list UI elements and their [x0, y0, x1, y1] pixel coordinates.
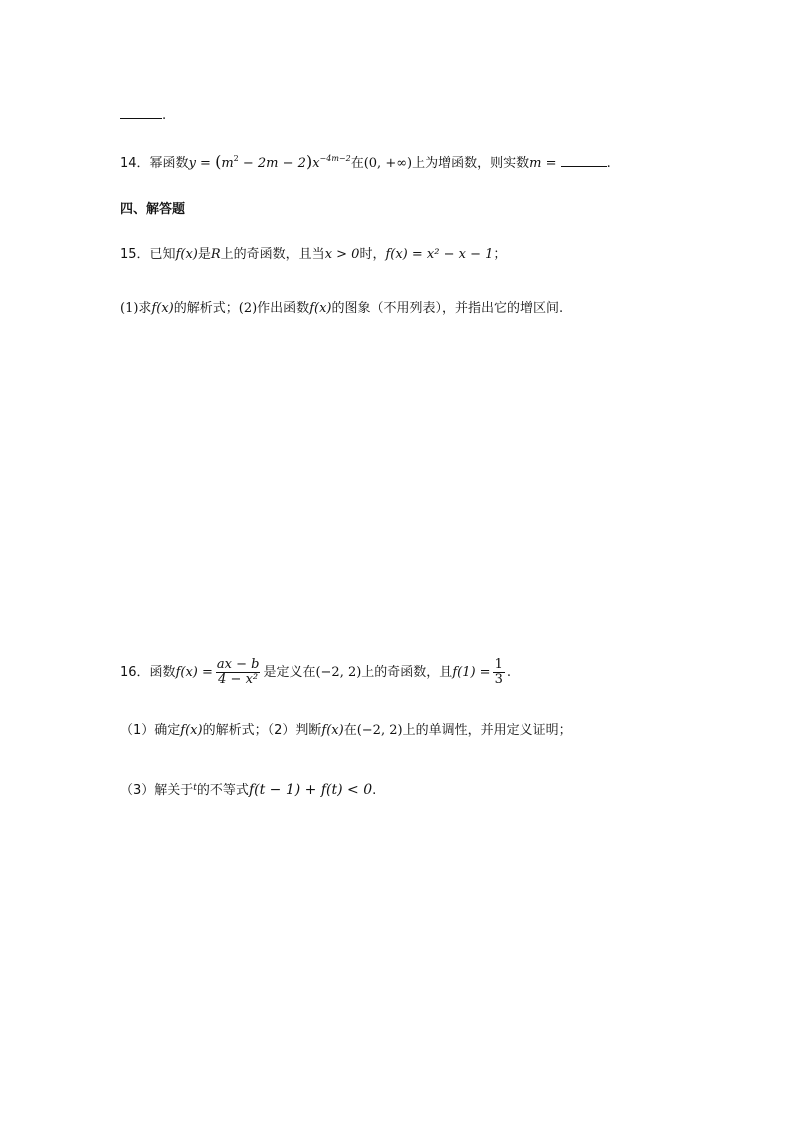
section-heading: 四、解答题	[120, 202, 186, 217]
q16-number: 16．	[120, 665, 150, 680]
q15-condition: x > 0	[324, 247, 360, 262]
q15-number: 15．	[120, 247, 150, 262]
q16-fraction: $\frac{ax - b}{\text{4 − x²}}$	[216, 657, 260, 687]
q14-answer-blank[interactable]	[561, 152, 607, 167]
q16-f1: f(1) =	[452, 665, 491, 680]
q14-mid: 在	[350, 156, 364, 171]
q14-formula-lhs: y =	[188, 156, 216, 171]
q14-number: 14．	[120, 156, 150, 171]
q14-interval: (0, +∞)	[363, 156, 413, 171]
q14-var: m	[529, 156, 542, 171]
question-16: 16．函数f(x) = $\frac{ax - b}{\text{4 − x²}}$ 是定义在(−2, 2)上的奇函数，且f(1) = $\frac{1}{3}$ .	[120, 657, 511, 687]
q15-part2-label: (2)	[238, 301, 258, 316]
q13-answer-blank[interactable]	[120, 104, 162, 119]
q15-fx: f(x)	[175, 247, 198, 262]
q14-prefix: 幂函数	[149, 156, 189, 171]
q16-f1-fraction: $\frac{1}{3}$	[494, 657, 503, 687]
q14-suffix: 上为增函数，则实数	[412, 156, 530, 171]
q15-parts: (1)求f(x)的解析式；(2)作出函数f(x)的图象（不用列表），并指出它的增区间.	[120, 301, 564, 316]
q16-part-3: （3）解关于$^t$的不等式f(t − 1) + f(t) < 0.	[120, 782, 377, 798]
q13-answer-line: .	[120, 104, 166, 126]
q16-fx-lhs: f(x) =	[175, 665, 213, 680]
question-14: 14．幂函数$y = (m^2 - 2m - 2)x^{-4m-2}$在(0, +∞)上为增函数，则实数m = .	[120, 152, 611, 171]
q15-R: R	[210, 247, 221, 262]
question-15: 15．已知f(x)是R上的奇函数，且当x > 0时，f(x) = x² − x − 1；	[120, 247, 507, 262]
q16-part2-label: （2）	[267, 723, 296, 738]
q16-inequality: f(t − 1) + f(t) < 0	[248, 782, 373, 798]
q14-base-rest: − 2m − 2	[238, 156, 306, 171]
q16-interval: (−2, 2)	[315, 665, 362, 680]
q16-part3-label: （3）	[120, 783, 155, 798]
q14-x: x	[312, 156, 320, 171]
q16-part1-label: （1）	[120, 723, 155, 738]
q14-base-m2: m	[221, 156, 234, 171]
q15-part1-label: (1)	[120, 301, 139, 316]
q14-equals: =	[541, 156, 561, 171]
q15-definition: f(x) = x² − x − 1	[385, 247, 494, 262]
q16-parts-1-2: （1）确定f(x)的解析式；（2）判断f(x)在(−2, 2)上的单调性，并用定义证明；	[120, 723, 572, 738]
q14-exponent: −4m−2	[319, 154, 351, 163]
